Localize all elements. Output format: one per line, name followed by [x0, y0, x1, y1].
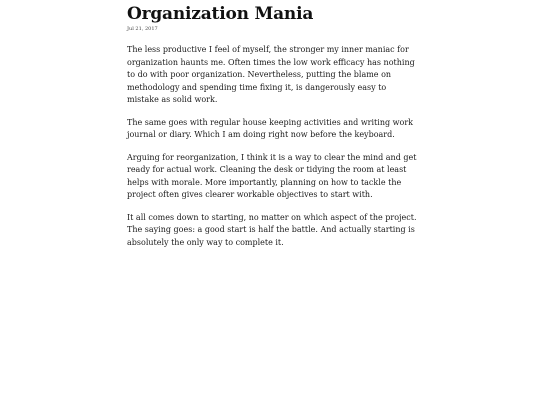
post-body: [127, 44, 417, 249]
post-paragraph: Arguing for reorganization, I think it is a way to clear the mind and get ready for actual work. Cleaning the desk or tidying the room at least helps with morale. More importantly, planning on how to tackle the project often gives clearer workable objectives to start with.: [127, 152, 417, 199]
post-paragraph: The less productive I feel of myself, the stronger my inner maniac for organization haunts me. Often times the low work efficacy has nothing to do with poor organization. Nevertheless, putting the blame on methodology and spending time fixing it, is dangerously easy to mistake as solid work.: [127, 45, 415, 104]
post-paragraph: The same goes with regular house keeping activities and writing work journal or diary. Which I am doing right now before the keyboard.: [127, 117, 413, 139]
blog-post: [127, 5, 417, 259]
post-title: Organization Mania: [127, 4, 314, 24]
post-date: Jul 21, 2017: [127, 26, 158, 32]
post-paragraph: It all comes down to starting, no matter on which aspect of the project. The saying goes: a good start is half the battle. And actually starting is absolutely the only way to complete it.: [127, 212, 417, 247]
